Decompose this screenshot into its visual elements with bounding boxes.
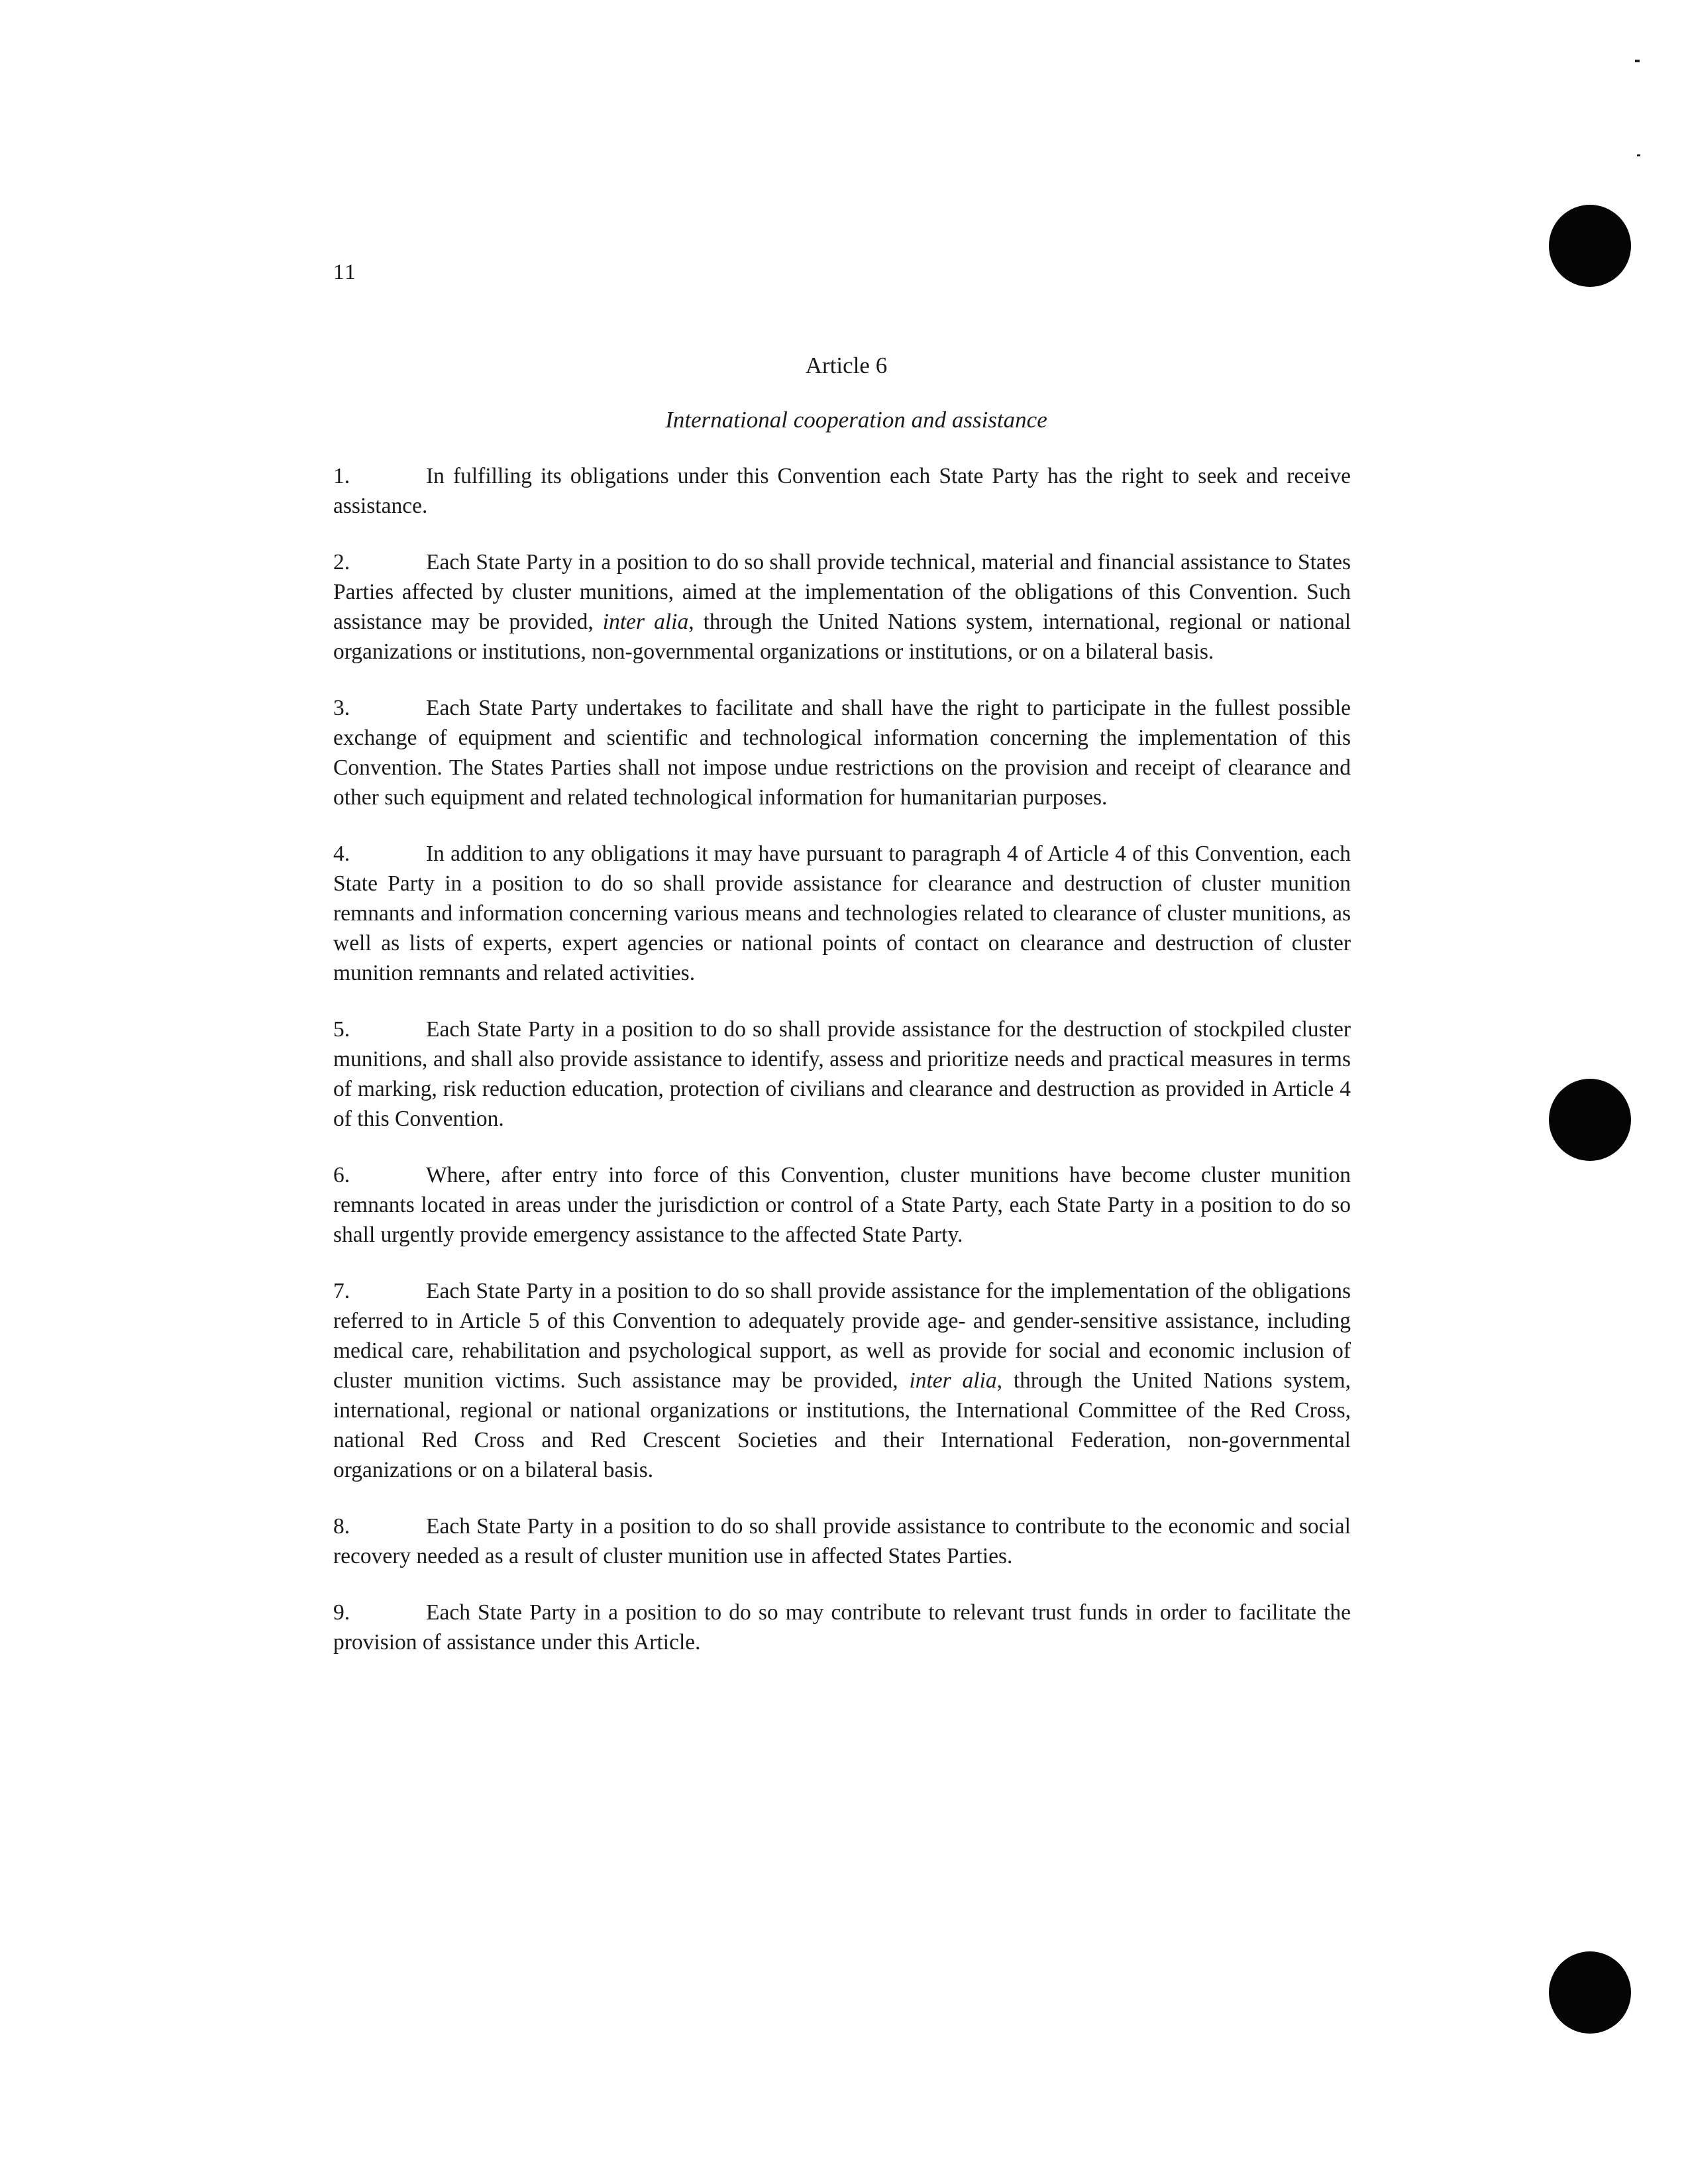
paragraph-text: In addition to any obligations it may have pursuant to paragraph 4 of Article 4 of this Convention, each State Party in a position to do so shall provide assistance for clearance and destruction of cluster munition remnants and information concerning various means and technologies related to clearance of cluster munitions, as well as lists of experts, expert agencies or national points of contact on clearance and destruction of cluster munition remnants and related activities.	[333, 842, 1351, 985]
paragraph-text: Each State Party in a position to do so shall provide assistance for the destruction of stockpiled cluster munitions, and shall also provide assistance to identify, assess and prioritize needs and practical measures in terms of marking, risk reduction education, protection of civilians and clearance and destruction as provided in Article 4 of this Convention.	[333, 1017, 1351, 1131]
italic-text: inter alia	[909, 1368, 997, 1393]
italic-text: inter alia	[602, 610, 689, 634]
paragraph-text: , through the United Nations system, international, regional or national organizations or institutions, the International Committee of the Red Cross, national Red Cross and Red Crescent Societies and their International Federation, non-governmental organizations or on a bilateral basis.	[333, 1368, 1351, 1482]
paragraph-number: 9.	[333, 1600, 350, 1625]
paragraph-text: , through the United Nations system, international, regional or national organizations or institutions, non-governmental organizations or institutions, or on a bilateral basis.	[333, 610, 1351, 664]
paragraph-number: 5.	[333, 1017, 350, 1042]
paragraph-text: Where, after entry into force of this Convention, cluster munitions have become cluster munition remnants located in areas under the jurisdiction or control of a State Party, each State Party in a position to do so shall urgently provide emergency assistance to the affected State Party.	[333, 1163, 1351, 1247]
article-title: Article 6	[805, 353, 888, 378]
paragraph-number: 8.	[333, 1514, 350, 1539]
paragraph-number: 4.	[333, 842, 350, 866]
paragraph-text: Each State Party undertakes to facilitate and shall have the right to participate in the fullest possible exchange of equipment and scientific and technological information concerning the implementation of this Convention. The States Parties shall not impose undue restrictions on the provision and receipt of clearance and other such equipment and related technological information for humanitarian purposes.	[333, 696, 1351, 810]
article-paragraph	[333, 1511, 1351, 1571]
article-subtitle: International cooperation and assistance	[665, 407, 1047, 433]
punch-hole	[1549, 205, 1631, 287]
paragraph-number: 7.	[333, 1279, 350, 1303]
paragraph-text: Each State Party in a position to do so shall provide assistance to contribute to the economic and social recovery needed as a result of cluster munition use in affected States Parties.	[333, 1514, 1351, 1568]
article-paragraph	[333, 1014, 1351, 1134]
scan-speck	[1635, 60, 1640, 62]
article-paragraph	[333, 1276, 1351, 1485]
article-paragraph	[333, 1598, 1351, 1657]
paragraph-text: Each State Party in a position to do so shall provide assistance for the implementation of the obligations referred to in Article 5 of this Convention to adequately provide age- and gender-sensitive assistance, including medical care, rehabilitation and psychological support, as well as provide for social and economic inclusion of cluster munition victims. Such assistance may be provided,	[333, 1279, 1351, 1393]
paragraph-number: 6.	[333, 1163, 350, 1187]
paragraph-text: Each State Party in a position to do so may contribute to relevant trust funds in order to facilitate the provision of assistance under this Article.	[333, 1600, 1351, 1655]
punch-hole	[1549, 1951, 1631, 2034]
paragraph-text: In fulfilling its obligations under this Convention each State Party has the right to seek and receive assistance.	[333, 464, 1351, 518]
page-number: 11	[333, 260, 357, 284]
paragraph-number: 2.	[333, 550, 350, 574]
paragraph-number: 3.	[333, 696, 350, 720]
article-body	[333, 461, 1351, 1684]
paragraph-number: 1.	[333, 464, 350, 488]
article-paragraph	[333, 693, 1351, 812]
article-paragraph	[333, 461, 1351, 521]
paragraph-text: Each State Party in a position to do so shall provide technical, material and financial assistance to States Parties affected by cluster munitions, aimed at the implementation of the obligations of this Convention. Such assistance may be provided,	[333, 550, 1351, 634]
scan-speck	[1637, 154, 1640, 156]
article-paragraph	[333, 839, 1351, 988]
punch-hole	[1549, 1079, 1631, 1161]
article-paragraph	[333, 1160, 1351, 1250]
article-paragraph	[333, 547, 1351, 667]
